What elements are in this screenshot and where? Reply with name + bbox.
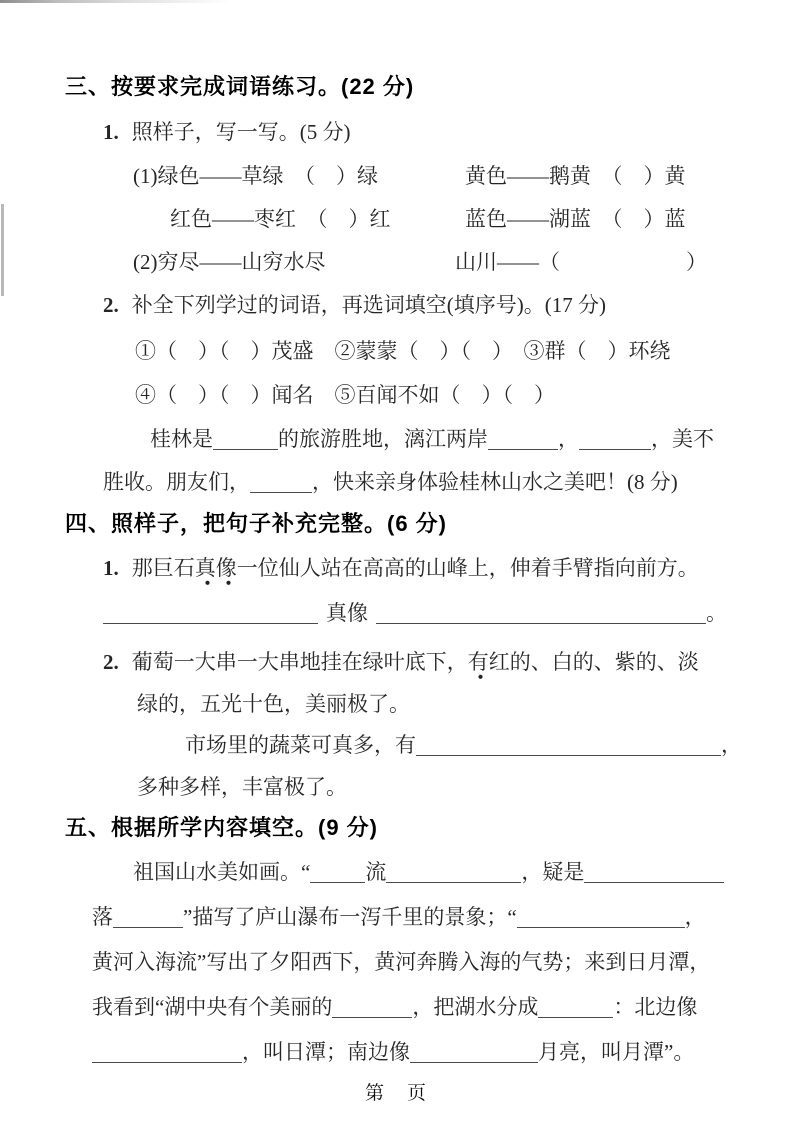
- section4-item1-answer-line: [103, 598, 727, 628]
- pair-left: 红色——枣红 （ ）红: [170, 207, 391, 231]
- blank-line: [332, 996, 412, 1018]
- text-run: ，: [684, 905, 706, 929]
- item-title-text: 补全下列学过的词语，再选词填空(填序号)。(17 分): [131, 293, 606, 317]
- section3-item2-para-line1: [150, 424, 714, 454]
- section4-item2-answer-line2: 多种多样，丰富极了。: [137, 775, 347, 799]
- text-run: ，: [721, 733, 742, 757]
- section4-item2-sentence-line2: 绿的，五光十色，美丽极了。: [137, 692, 410, 716]
- text-run: 月亮，叫月潭”。: [538, 1040, 695, 1064]
- text-run: 红的、白的、紫的、淡: [488, 650, 699, 674]
- blank-line: [310, 861, 365, 883]
- section3-item2-words-row2: ④（ ）（ ）闻名 ⑤百闻不如（ ）（ ）: [135, 383, 555, 407]
- section3-item1-pairs-row1: [133, 161, 740, 191]
- blank-line: [386, 861, 521, 883]
- pair-left: (2)穷尽——山穷水尽: [133, 250, 326, 274]
- text-run: 真像: [326, 601, 368, 625]
- section4-heading: 四、照样子，把句子补充完整。(6 分): [65, 511, 448, 536]
- blank-line: [113, 906, 183, 928]
- text-run: 我看到“湖中央有个美丽的: [92, 995, 333, 1019]
- section3-heading: 三、按要求完成词语练习。(22 分): [65, 74, 415, 99]
- section5-line4: [92, 992, 697, 1022]
- text-run: 桂林是: [150, 427, 213, 451]
- pair-right: 黄色——鹅黄 （ ）黄: [465, 164, 686, 188]
- text-run: ，美不: [651, 427, 714, 451]
- section5-line5: [92, 1037, 694, 1067]
- section4-item2-answer-line1: [185, 730, 742, 760]
- text-run: 。: [706, 601, 727, 625]
- text-run: ，快来亲身体验桂林山水之美吧！(8 分): [312, 470, 678, 494]
- item-title-text: 照样子，写一写。(5 分): [131, 120, 351, 144]
- section3-item1-title: [103, 117, 351, 147]
- text-run: ”描写了庐山瀑布一泻千里的景象；“: [183, 905, 517, 929]
- text-run: 那巨石: [131, 556, 195, 580]
- section5-line3: 黄河入海流”写出了夕阳西下，黄河奔腾入海的气势；来到日月潭，: [92, 950, 711, 974]
- blank-line: [92, 1041, 242, 1063]
- section3-item1-pairs-row2: [170, 204, 740, 234]
- text-run: 市场里的蔬菜可真多，有: [185, 733, 416, 757]
- emphasized-text: 真像: [195, 556, 237, 587]
- item-number: 2.: [103, 293, 119, 317]
- section4-item2-sentence-line1: [103, 647, 699, 677]
- blank-line: [538, 996, 613, 1018]
- section5-line2: [92, 902, 706, 932]
- section3-item2-para-line2: [103, 467, 678, 497]
- page-footer: 第 页: [364, 1083, 428, 1104]
- section3-item2-words-row1: ①（ ）（ ）茂盛 ②蒙蒙（ ）（ ） ③群（ ）环绕: [135, 339, 671, 363]
- text-run: 祖国山水美如画。“: [133, 860, 311, 884]
- pair-right: 蓝色——湖蓝 （ ）蓝: [465, 207, 686, 231]
- text-run: 落: [92, 905, 113, 929]
- section3-item1-pairs-row3: [133, 247, 740, 277]
- blank-line: [517, 906, 685, 928]
- item-number: 2.: [103, 650, 119, 674]
- blank-line: [416, 734, 721, 756]
- blank-line: [410, 1041, 538, 1063]
- blank-line: [488, 428, 558, 450]
- scan-artifact-top-edge: [0, 0, 230, 3]
- blank-line: [376, 602, 706, 624]
- item-number: 1.: [103, 556, 119, 580]
- pair-right: 山川——（ ）: [455, 250, 707, 274]
- blank-line: [584, 861, 724, 883]
- emphasized-text: 有: [468, 650, 489, 681]
- pair-left: (1)绿色——草绿 （ ）绿: [133, 164, 378, 188]
- text-run: 流: [365, 860, 387, 884]
- item-number: 1.: [103, 120, 119, 144]
- text-run: ，: [558, 427, 579, 451]
- blank-line: [579, 428, 651, 450]
- text-run: 胜收。朋友们，: [103, 470, 250, 494]
- text-run: 一位仙人站在高高的山峰上，伸着手臂指向前方。: [236, 556, 699, 580]
- text-run: ，疑是: [521, 860, 585, 884]
- text-run: ，把湖水分成: [412, 995, 539, 1019]
- blank-line: [103, 602, 318, 624]
- text-run: ，叫日潭；南边像: [242, 1040, 410, 1064]
- section3-item2-title: [103, 290, 606, 320]
- section5-line1: [133, 857, 724, 887]
- scan-artifact-left-edge: [1, 204, 4, 296]
- text-run: 的旅游胜地，漓江两岸: [278, 427, 488, 451]
- section4-item1-sentence: [103, 553, 699, 583]
- text-run: ：北边像: [613, 995, 698, 1019]
- text-run: 葡萄一大串一大串地挂在绿叶底下，: [131, 650, 468, 674]
- section5-heading: 五、根据所学内容填空。(9 分): [65, 815, 379, 840]
- blank-line: [250, 471, 312, 493]
- blank-line: [213, 428, 278, 450]
